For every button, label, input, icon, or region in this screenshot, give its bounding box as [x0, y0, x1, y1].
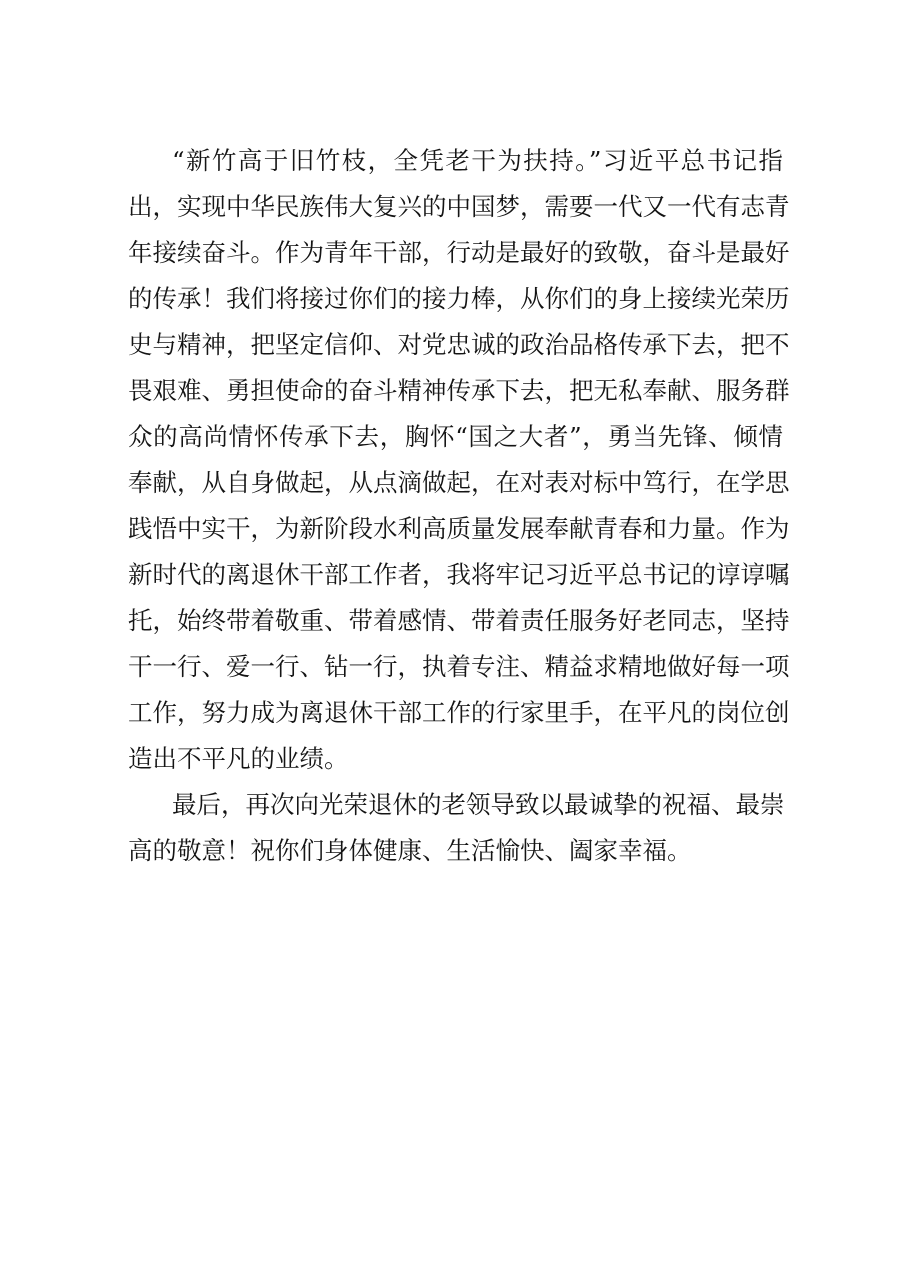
paragraph-line: 史与精神，把坚定信仰、对党忠诚的政治品格传承下去，把不 [128, 330, 790, 359]
paragraph-line: 众的高尚情怀传承下去，胸怀“国之大者”，勇当先锋、倾情 [128, 422, 783, 451]
paragraph-2 [128, 782, 783, 874]
paragraph-line: 工作，努力成为离退休干部工作的行家里手，在平凡的岗位创 [128, 698, 790, 727]
paragraph-line: 托，始终带着敬重、带着感情、带着责任服务好老同志，坚持 [128, 606, 790, 635]
paragraph-line: 出，实现中华民族伟大复兴的中国梦，需要一代又一代有志青 [128, 192, 790, 221]
paragraph-1 [128, 138, 790, 782]
paragraph-line: 年接续奋斗。作为青年干部，行动是最好的致敬，奋斗是最好 [128, 238, 790, 267]
paragraph-line: 新时代的离退休干部工作者，我将牢记习近平总书记的谆谆嘱 [128, 560, 790, 589]
paragraph-line: 高的敬意！祝你们身体健康、生活愉快、阖家幸福。 [128, 836, 692, 865]
paragraph-line: 奉献，从自身做起，从点滴做起，在对表对标中笃行，在学思 [128, 468, 790, 497]
paragraph-line: “新竹高于旧竹枝，全凭老干为扶持。”习近平总书记指 [172, 146, 783, 175]
paragraph-line: 的传承！我们将接过你们的接力棒，从你们的身上接续光荣历 [128, 284, 790, 313]
paragraph-line: 畏艰难、勇担使命的奋斗精神传承下去，把无私奉献、服务群 [128, 376, 790, 405]
paragraph-line: 干一行、爱一行、钻一行，执着专注、精益求精地做好每一项 [128, 652, 790, 681]
paragraph-line: 践悟中实干，为新阶段水利高质量发展奉献青春和力量。作为 [128, 514, 790, 543]
paragraph-line: 最后，再次向光荣退休的老领导致以最诚挚的祝福、最崇 [172, 790, 785, 819]
paragraph-line: 造出不平凡的业绩。 [128, 744, 349, 773]
document-body [128, 138, 790, 874]
